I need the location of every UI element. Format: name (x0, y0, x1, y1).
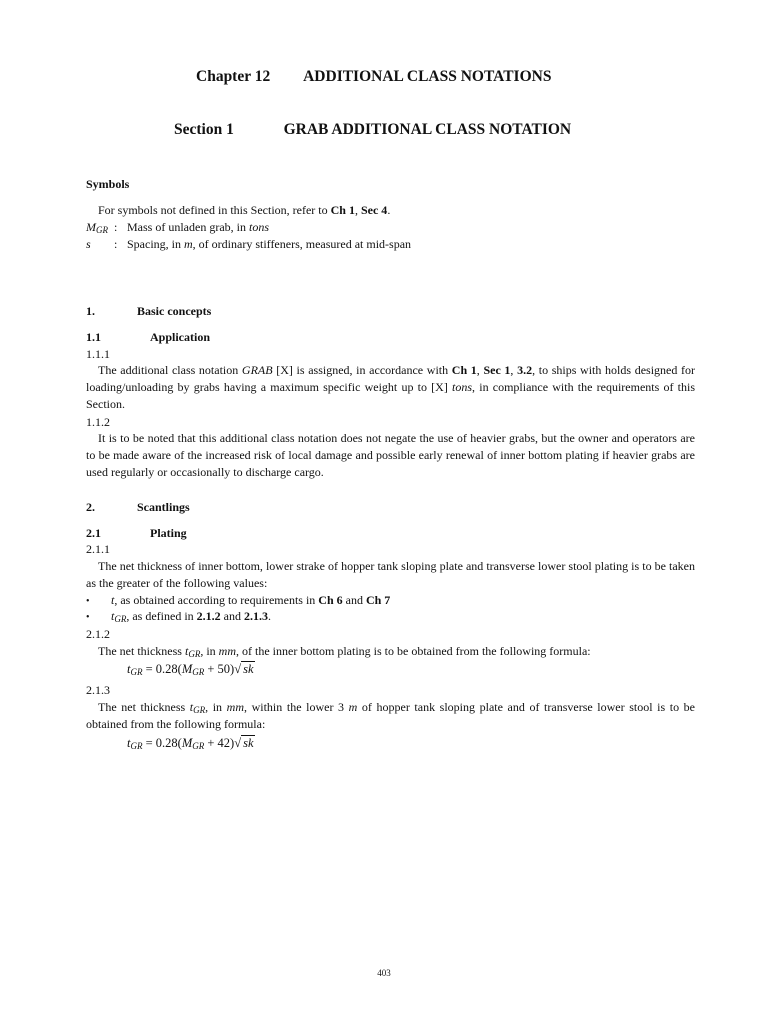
chapter-number: Chapter 12 (196, 68, 271, 85)
para-2-1-3 (86, 699, 695, 733)
formula-t: t (127, 736, 131, 750)
ref: Ch 6 (318, 593, 343, 607)
def-text: Spacing, in (127, 237, 184, 251)
formula-2-1-3 (127, 735, 255, 751)
symbol-m-sub: GR (96, 225, 108, 235)
ref: Ch 1 (451, 363, 477, 377)
page-number: 403 (377, 968, 391, 978)
formula-sub: GR (192, 667, 205, 677)
formula-2-1-2 (127, 661, 255, 677)
symbol-sub: GR (188, 649, 201, 659)
subsection-1-1-number: 1.1 (86, 330, 101, 344)
chapter-title: ADDITIONAL CLASS NOTATIONS (303, 68, 552, 85)
ref: 2.1.3 (243, 609, 268, 623)
sep: , (354, 203, 361, 217)
formula-text: + 50) (204, 662, 235, 676)
text: , in compliance with the requirements of this Section. (86, 380, 695, 411)
ref-sec4: Sec 4 (360, 203, 388, 217)
para-2-1-2-number: 2.1.2 (86, 627, 110, 641)
text: and (220, 609, 244, 623)
sqrt-sign: √ (234, 736, 242, 750)
symbol-t: t (189, 700, 194, 714)
symbol-mgr (86, 220, 108, 234)
bullet-item-t-text (111, 592, 390, 609)
bullet: • (86, 612, 90, 623)
formula-root: sk (243, 736, 254, 750)
text: , in (205, 700, 227, 714)
text: , of the inner bottom plating is to be obtained from the following formula: (236, 644, 591, 658)
formula-text: = 0.28( (142, 662, 182, 676)
text: and (342, 593, 366, 607)
formula-m: M (181, 662, 193, 676)
formula-t: t (127, 662, 131, 676)
section-2-number: 2. (86, 500, 95, 514)
symbol-t: t (184, 644, 189, 658)
ref: 2.1.2 (196, 609, 221, 623)
formula-text: = 0.28( (142, 736, 182, 750)
symbol-m: M (86, 220, 96, 234)
formula-sub: GR (130, 741, 143, 751)
subsection-2-1-title: Plating (150, 526, 187, 540)
colon: : (114, 237, 118, 251)
symbol-s-def (127, 236, 411, 253)
ref-ch1: Ch 1 (330, 203, 355, 217)
ref: Sec 1 (483, 363, 511, 377)
formula-sub: GR (130, 667, 143, 677)
section-1-title: Basic concepts (137, 304, 212, 318)
text: , in (200, 644, 219, 658)
colon: : (114, 220, 118, 234)
unit: mm (218, 644, 237, 658)
symbols-heading: Symbols (86, 177, 130, 191)
sep: , (476, 363, 484, 377)
symbols-intro-text: For symbols not defined in this Section, refer to (98, 203, 331, 217)
section-title: GRAB ADDITIONAL CLASS NOTATION (283, 121, 572, 138)
text: The additional class notation (98, 363, 242, 377)
para-2-1-3-number: 2.1.3 (86, 683, 110, 697)
period: . (387, 203, 391, 217)
text: , within the lower 3 (244, 700, 349, 714)
formula-m: M (181, 736, 193, 750)
para-2-1-2 (98, 643, 591, 660)
para-2-1-1-number: 2.1.1 (86, 542, 110, 556)
bullet-item-tgr (86, 608, 271, 626)
text: , as obtained according to requirements in (114, 593, 319, 607)
formula-text: + 42) (204, 736, 235, 750)
text: , to ships with holds designed for loading/unloading by grabs having a maximum specific weight up to [X] (86, 363, 696, 394)
para-2-1-1: The net thickness of inner bottom, lower strake of hopper tank sloping plate and transverse lower stool plating is to be taken as the greater of the following values: (86, 559, 695, 590)
sep: , (510, 363, 518, 377)
text: [X] is assigned, in accordance with (272, 363, 452, 377)
grab-notation: GRAB (241, 363, 273, 377)
bullet-item-tgr-text (111, 608, 271, 625)
text: , as defined in (126, 609, 197, 623)
symbol-t: t (111, 593, 115, 607)
symbols-intro (98, 202, 390, 219)
para-1-1-2-number: 1.1.2 (86, 415, 110, 429)
unit: m (348, 700, 358, 714)
section-2-title: Scantlings (137, 500, 190, 514)
symbol-sub: GR (114, 614, 127, 624)
symbol-s: s (86, 237, 91, 251)
def-text: Mass of unladen grab, in (127, 220, 249, 234)
symbol-mgr-row (86, 219, 686, 236)
para-1-1-1 (86, 362, 695, 413)
unit: mm (226, 700, 244, 714)
subsection-1-1-title: Application (150, 330, 211, 344)
text: The net thickness (98, 700, 190, 714)
symbol-sub: GR (193, 705, 206, 715)
para-1-1-1-number: 1.1.1 (86, 347, 110, 361)
para-1-1-2: It is to be noted that this additional class notation does not negate the use of heavier grabs, but the owner and operators are to be made aware of the increased risk of local damage and possible early renewal of inner bottom plating if heavier grabs are used regularly or occasionally to discharge cargo. (86, 431, 695, 479)
section-1-number: 1. (86, 304, 95, 318)
def-unit: m (184, 237, 193, 251)
formula-sub: GR (192, 741, 205, 751)
unit: tons (452, 380, 473, 394)
sqrt-sign: √ (234, 662, 242, 676)
def-unit: tons (248, 220, 269, 234)
chapter-heading (196, 68, 551, 86)
formula-root: sk (243, 662, 254, 676)
text: of hopper tank sloping plate and of transverse lower stool is to be obtained from the following formula: (86, 700, 695, 731)
bullet: • (86, 596, 90, 607)
section-heading (174, 121, 571, 139)
ref: Ch 7 (365, 593, 391, 607)
symbol-t: t (111, 609, 115, 623)
symbol-mgr-def (127, 219, 269, 236)
subsection-2-1-number: 2.1 (86, 526, 101, 540)
text: . (267, 609, 271, 623)
ref: 3.2 (517, 363, 533, 377)
symbol-s-row (86, 236, 686, 253)
text: The net thickness (98, 644, 185, 658)
def-text-post: , of ordinary stiffeners, measured at mid-span (192, 237, 412, 251)
section-number: Section 1 (174, 121, 234, 138)
